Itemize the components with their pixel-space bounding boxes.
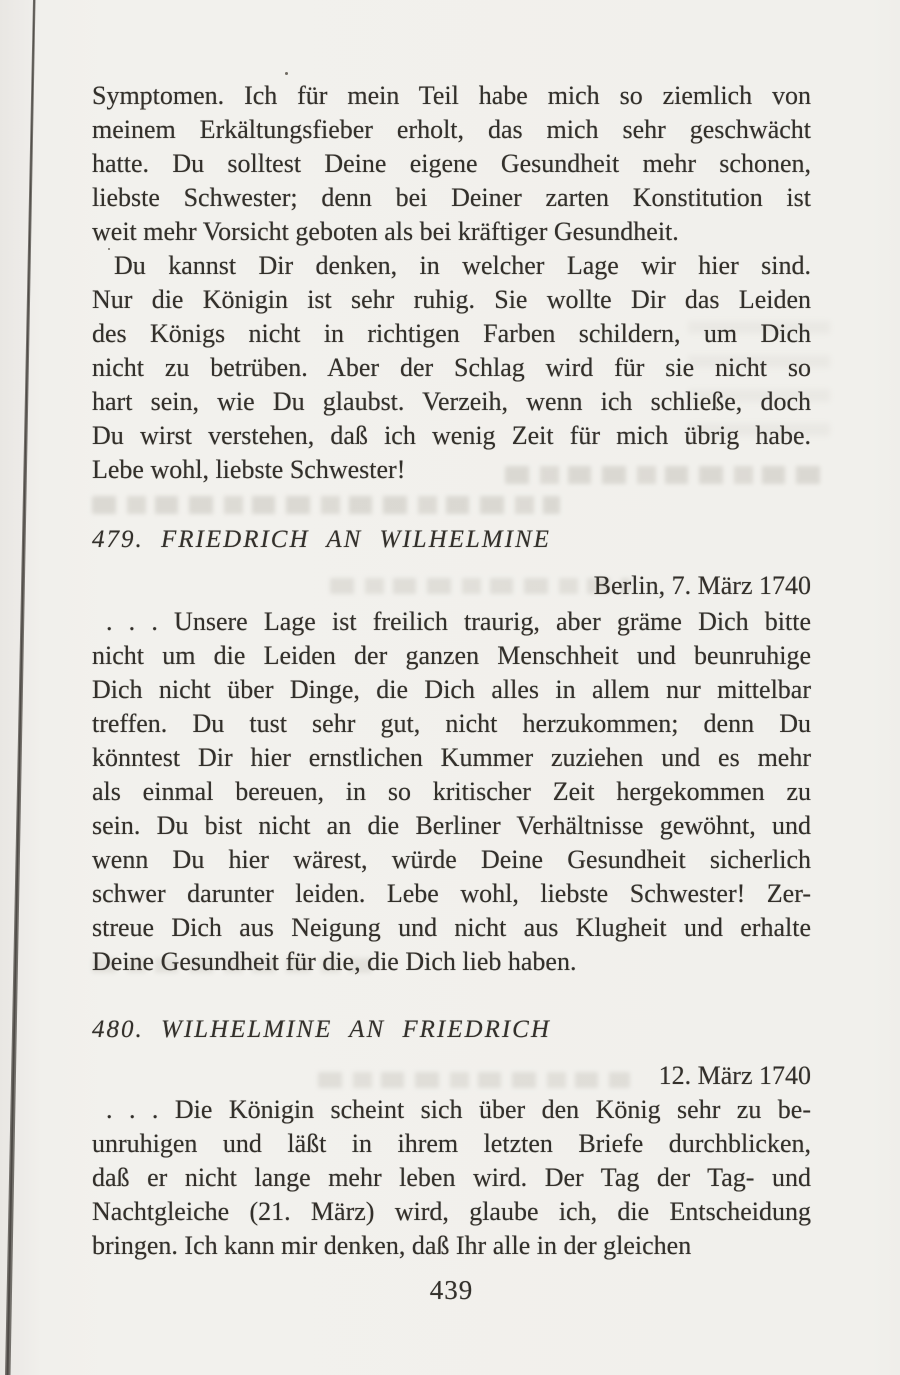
text-column <box>92 0 811 1307</box>
text-line: daß er nicht lange mehr leben wird. Der Tag der Tag- und <box>92 1163 811 1192</box>
text-line: weit mehr Vorsicht geboten als bei kräftiger Gesundheit. <box>92 217 679 246</box>
text-line: als einmal bereuen, in so kritischer Zeit hergekommen zu <box>92 777 811 806</box>
text-line: hart sein, wie Du glaubst. Verzeih, wenn ich schließe, doch <box>92 387 811 416</box>
text-line: Dich nicht über Dinge, die Dich alles in allem nur mittelbar <box>92 675 811 704</box>
letter-body-480 <box>92 1093 811 1263</box>
text-line: Lebe wohl, liebste Schwester! <box>92 455 406 484</box>
text-line: liebste Schwester; denn bei Deiner zarten Konstitution ist <box>92 183 811 212</box>
text-line: . . . Unsere Lage ist freilich traurig, aber gräme Dich bitte <box>106 607 811 636</box>
text-line: Nur die Königin ist sehr ruhig. Sie wollte Dir das Leiden <box>92 285 811 314</box>
text-line: . . . Die Königin scheint sich über den König sehr zu be- <box>106 1095 811 1124</box>
text-line: bringen. Ich kann mir denken, daß Ihr alle in der gleichen <box>92 1231 692 1260</box>
text-line: Deine Gesundheit für die, die Dich lieb haben. <box>92 947 577 976</box>
text-line: schwer darunter leiden. Lebe wohl, liebste Schwester! Zer- <box>92 879 811 908</box>
paragraph <box>92 249 811 487</box>
text-line: des Königs nicht in richtigen Farben schildern, um Dich <box>92 319 811 348</box>
text-line: wenn Du hier wärest, würde Deine Gesundheit sicherlich <box>92 845 811 874</box>
page-number: 439 <box>429 1275 474 1305</box>
text-line: nicht zu betrüben. Aber der Schlag wird für sie nicht so <box>92 353 811 382</box>
paragraph-continuation <box>92 0 811 249</box>
text-line: könntest Dir hier ernstlichen Kummer zuziehen und es mehr <box>92 743 811 772</box>
text-line: nicht um die Leiden der ganzen Menschheit und beunruhige <box>92 641 811 670</box>
text-line: sein. Du bist nicht an die Berliner Verhältnisse gewöhnt, und <box>92 811 811 840</box>
letter-heading-479: 479. FRIEDRICH AN WILHELMINE <box>92 526 551 553</box>
text-line: unruhigen und läßt in ihrem letzten Briefe durchblicken, <box>92 1129 811 1158</box>
text-line: Du wirst verstehen, daß ich wenig Zeit für mich übrig habe. <box>92 421 811 450</box>
text-line: streue Dich aus Neigung und nicht aus Klugheit und erhalte <box>92 913 811 942</box>
text-line: Symptomen. Ich für mein Teil habe mich so ziemlich von <box>92 81 811 110</box>
text-line: meinem Erkältungsfieber erholt, das mich sehr geschwächt <box>92 115 811 144</box>
letter-dateline-480: 12. März 1740 <box>658 1061 811 1090</box>
text-line: Du kannst Dir denken, in welcher Lage wir hier sind. <box>114 251 811 280</box>
text-line: hatte. Du solltest Deine eigene Gesundheit mehr schonen, <box>92 149 811 178</box>
text-line: Nachtgleiche (21. März) wird, glaube ich, die Entscheidung <box>92 1197 811 1226</box>
letter-dateline-479: Berlin, 7. März 1740 <box>593 571 811 600</box>
letter-heading-480: 480. WILHELMINE AN FRIEDRICH <box>92 1016 551 1043</box>
letter-body-479 <box>92 605 811 979</box>
text-line: treffen. Du tust sehr gut, nicht herzukommen; denn Du <box>92 709 811 738</box>
